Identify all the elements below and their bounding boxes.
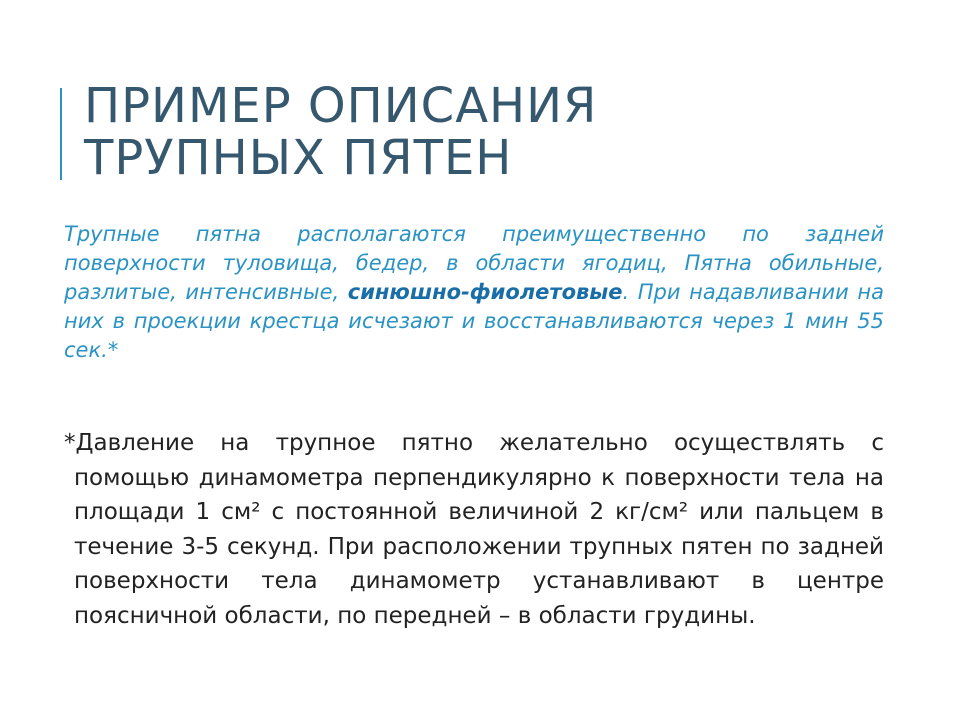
slide-title-line-2: ТРУПНЫХ ПЯТЕН bbox=[84, 130, 513, 186]
description-paragraph bbox=[64, 220, 884, 365]
description-text-start: Трупные пятна располагаются преимущественно по задней поверхности туловища, бедер, в области ягодиц, Пятна обильные, разлитые, интенсивные, bbox=[64, 222, 884, 304]
description-emphasis: синюшно-фиолетовые bbox=[347, 280, 623, 304]
title-accent-bar bbox=[60, 88, 62, 180]
slide-title bbox=[84, 80, 904, 184]
slide-title-line-1: ПРИМЕР ОПИСАНИЯ bbox=[84, 78, 598, 134]
description-text-end: . При надавливании на них в проекции крестца исчезают и восстанавливаются через 1 мин 55 сек.* bbox=[64, 280, 884, 362]
footnote-paragraph: *Давление на трупное пятно желательно осуществлять с помощью динамометра перпендикулярно к поверхности тела на площади 1 см² с постоянной величиной 2 кг/см² или пальцем в течение 3-5 секунд. При расположении трупных пятен по задней поверхности тела динамометр устанавливают в центре поясничной области, по передней – в области грудины. bbox=[64, 430, 884, 629]
